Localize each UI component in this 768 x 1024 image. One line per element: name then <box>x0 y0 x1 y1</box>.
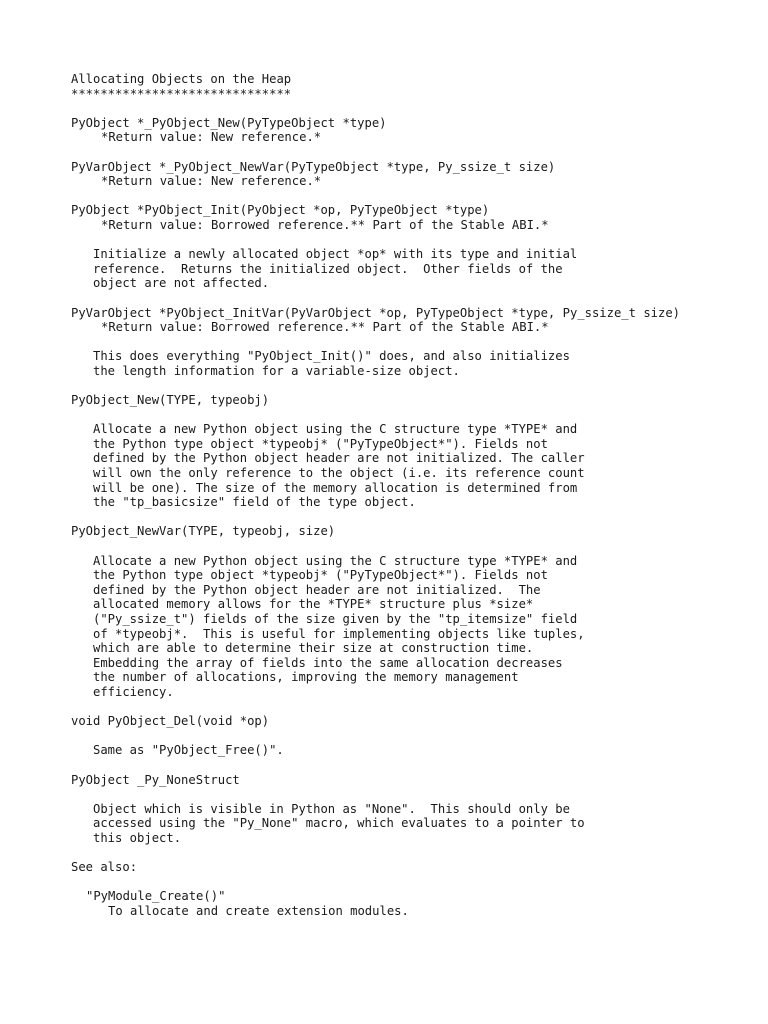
description-line: ("Py_ssize_t") fields of the size given by the "tp_itemsize" field <box>93 611 578 626</box>
description-line: allocated memory allows for the *TYPE* structure plus *size* <box>93 597 534 612</box>
api-entry <box>71 714 748 772</box>
api-entry <box>71 524 748 714</box>
function-signature: PyObject_New(TYPE, typeobj) <box>71 393 270 408</box>
function-signature: PyVarObject *_PyObject_NewVar(PyTypeObject *type, Py_ssize_t size) <box>71 159 556 174</box>
description-line: Embedding the array of fields into the same allocation decreases <box>93 655 563 670</box>
description-line: accessed using the "Py_None" macro, which evaluates to a pointer to <box>93 816 585 831</box>
function-signature: PyObject *_PyObject_New(PyTypeObject *type) <box>71 115 387 130</box>
description-line: Same as "PyObject_Free()". <box>93 743 284 758</box>
description-line: will own the only reference to the object (i.e. its reference count <box>93 466 585 481</box>
document-page <box>71 72 748 918</box>
return-value-note: *Return value: Borrowed reference.** Part of the Stable ABI.* <box>101 320 549 335</box>
page-title: Allocating Objects on the Heap <box>71 72 292 86</box>
description-line: which are able to determine their size at construction time. <box>93 641 534 656</box>
return-value-note: *Return value: Borrowed reference.** Part of the Stable ABI.* <box>101 217 549 232</box>
description-line: defined by the Python object header are not initialized. The caller <box>93 451 585 466</box>
description-line: Allocate a new Python object using the C structure type *TYPE* and <box>93 422 578 437</box>
description-line: Object which is visible in Python as "None". This should only be <box>93 801 570 816</box>
return-value-note: *Return value: New reference.* <box>101 130 322 145</box>
see-also-item-description: To allocate and create extension modules. <box>108 903 409 918</box>
description-line: Allocate a new Python object using the C structure type *TYPE* and <box>93 553 578 568</box>
description-line: This does everything "PyObject_Init()" does, and also initializes <box>93 349 570 364</box>
see-also-section <box>71 860 748 918</box>
return-value-note: *Return value: New reference.* <box>101 174 322 189</box>
description-line: the length information for a variable-size object. <box>93 363 460 378</box>
function-signature: PyObject *PyObject_Init(PyObject *op, PyTypeObject *type) <box>71 203 490 218</box>
description-line: efficiency. <box>93 684 174 699</box>
function-signature: PyVarObject *PyObject_InitVar(PyVarObject *op, PyTypeObject *type, Py_ssize_t size) <box>71 305 681 320</box>
description-line: will be one). The size of the memory allocation is determined from <box>93 480 578 495</box>
function-signature: PyObject_NewVar(TYPE, typeobj, size) <box>71 524 336 539</box>
description-line: of *typeobj*. This is useful for implementing objects like tuples, <box>93 626 585 641</box>
description-line: reference. Returns the initialized object. Other fields of the <box>93 261 563 276</box>
title-underline: ****************************** <box>71 86 292 101</box>
description-line: this object. <box>93 830 182 845</box>
description-line: the Python type object *typeobj* ("PyTypeObject*"). Fields not <box>93 436 548 451</box>
see-also-label: See also: <box>71 860 138 875</box>
description-line: Initialize a newly allocated object *op* with its type and initial <box>93 247 578 262</box>
description-line: object are not affected. <box>93 276 270 291</box>
function-signature: PyObject _Py_NoneStruct <box>71 772 240 787</box>
description-line: the "tp_basicsize" field of the type object. <box>93 495 416 510</box>
api-entry <box>71 203 748 305</box>
description-line: defined by the Python object header are not initialized. The <box>93 582 541 597</box>
function-signature: void PyObject_Del(void *op) <box>71 714 270 729</box>
see-also-item-name: "PyModule_Create()" <box>86 889 226 904</box>
api-entry <box>71 393 748 524</box>
description-line: the Python type object *typeobj* ("PyTypeObject*"). Fields not <box>93 568 548 583</box>
api-entry <box>71 116 748 160</box>
api-entry <box>71 306 748 394</box>
api-entry <box>71 773 748 861</box>
api-entry <box>71 160 748 204</box>
description-line: the number of allocations, improving the memory management <box>93 670 519 685</box>
